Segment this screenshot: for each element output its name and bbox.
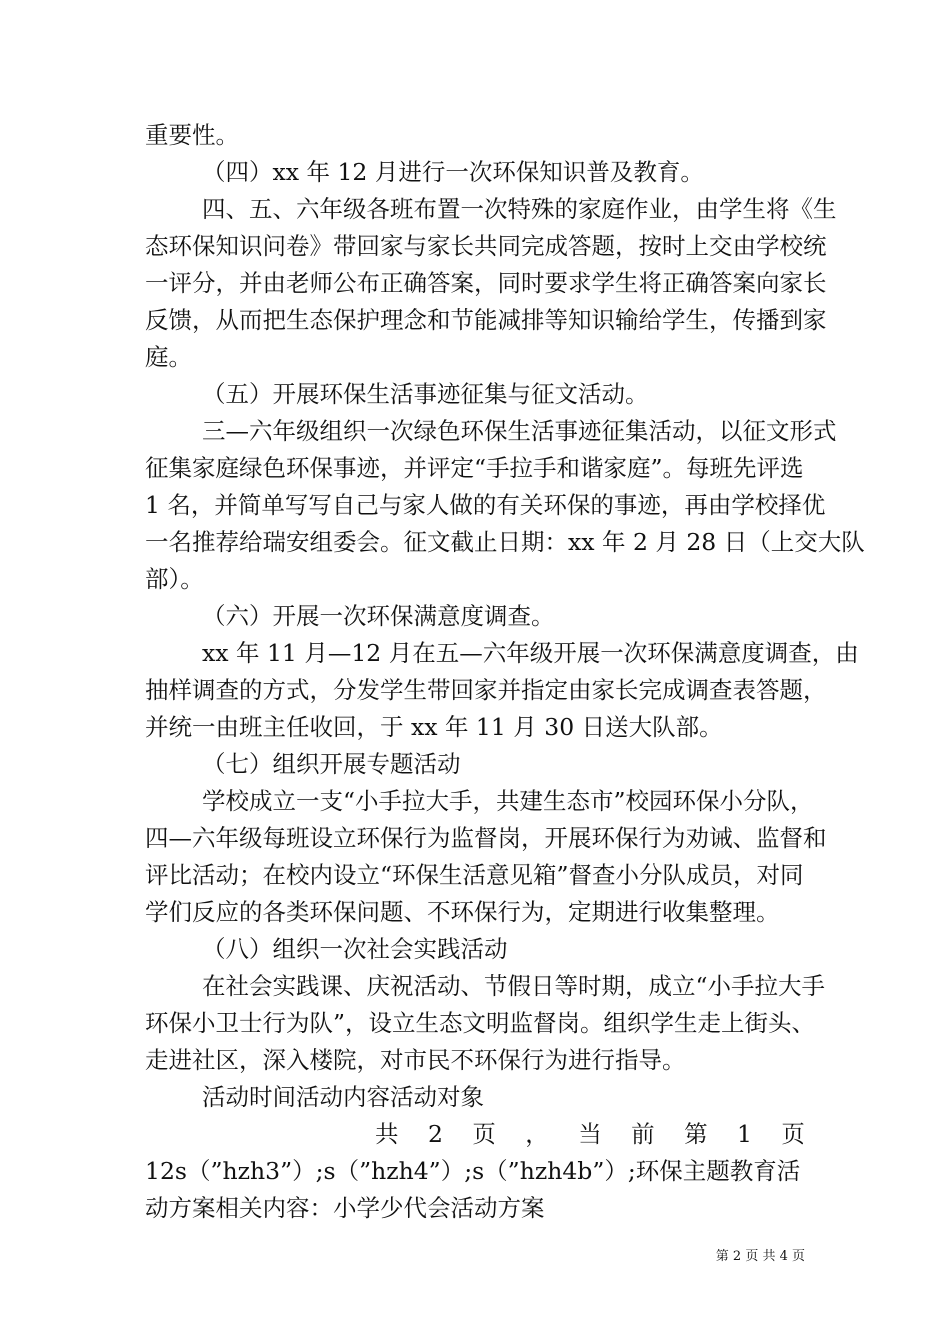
page-nav-token: 页: [781, 1120, 805, 1148]
page-nav-token: 1: [737, 1120, 752, 1148]
text-line: 走进社区，深入楼院，对市民不环保行为进行指导。: [145, 1046, 686, 1074]
section-heading: （四）xx 年 12 月进行一次环保知识普及教育。: [202, 158, 704, 186]
text-line: 抽样调查的方式，分发学生带回家并指定由家长完成调查表答题，: [145, 676, 827, 704]
section-heading: （七）组织开展专题活动: [202, 750, 461, 778]
text-line: 四、五、六年级各班布置一次特殊的家庭作业，由学生将《生: [202, 195, 837, 223]
page-nav-token: 页: [472, 1120, 496, 1148]
text-line: 一评分，并由老师公布正确答案，同时要求学生将正确答案向家长: [145, 269, 827, 297]
text-line: 三—六年级组织一次绿色环保生活事迹征集活动，以征文形式: [202, 417, 837, 445]
text-line: 活动时间活动内容活动对象: [202, 1083, 484, 1111]
text-line: 重要性。: [145, 121, 239, 149]
text-line: 并统一由班主任收回，于 xx 年 11 月 30 日送大队部。: [145, 713, 723, 741]
page-footer: 第 2 页 共 4 页: [715, 1249, 805, 1264]
text-line: 一名推荐给瑞安组委会。征文截止日期：xx 年 2 月 28 日（上交大队: [145, 528, 865, 556]
page-count-line: [375, 1117, 805, 1151]
section-heading: （五）开展环保生活事迹征集与征文活动。: [202, 380, 649, 408]
page-nav-token: 前: [631, 1120, 655, 1148]
section-heading: （六）开展一次环保满意度调查。: [202, 602, 555, 630]
text-line: 态环保知识问卷》带回家与家长共同完成答题，按时上交由学校统: [145, 232, 827, 260]
text-line: 1 名，并简单写写自己与家人做的有关环保的事迹，再由学校择优: [145, 491, 826, 519]
page-nav-token: 2: [427, 1120, 443, 1148]
text-line: 环保小卫士行为队”，设立生态文明监督岗。组织学生走上街头、: [145, 1009, 816, 1037]
text-line: 反馈，从而把生态保护理念和节能减排等知识输给学生，传播到家: [145, 306, 827, 334]
text-line: 在社会实践课、庆祝活动、节假日等时期，成立“小手拉大手: [202, 972, 826, 1000]
page-nav-token: 当: [578, 1120, 602, 1148]
page-nav-token: 第: [684, 1120, 708, 1148]
text-line: xx 年 11 月—12 月在五—六年级开展一次环保满意度调查，由: [202, 639, 859, 667]
text-line: 四—六年级每班设立环保行为监督岗，开展环保行为劝诫、监督和: [145, 824, 827, 852]
text-line: 学校成立一支“小手拉大手，共建生态市”校园环保小分队，: [202, 787, 814, 815]
page-nav-token: 共: [375, 1120, 399, 1148]
section-heading: （八）组织一次社会实践活动: [202, 935, 508, 963]
text-line: 学们反应的各类环保问题、不环保行为，定期进行收集整理。: [145, 898, 780, 926]
text-line: 征集家庭绿色环保事迹，并评定“手拉手和谐家庭”。每班先评选: [145, 454, 804, 482]
text-line: 动方案相关内容：小学少代会活动方案: [145, 1194, 545, 1222]
text-line: 庭。: [145, 343, 192, 371]
page-nav-token: ，: [525, 1120, 549, 1148]
text-line: 评比活动；在校内设立“环保生活意见箱”督查小分队成员，对同: [145, 861, 804, 889]
text-line: 12s（”hzh3”）;s（”hzh4”）;s（”hzh4b”）;环保主题教育活: [145, 1157, 801, 1185]
text-line: 部）。: [145, 565, 204, 593]
